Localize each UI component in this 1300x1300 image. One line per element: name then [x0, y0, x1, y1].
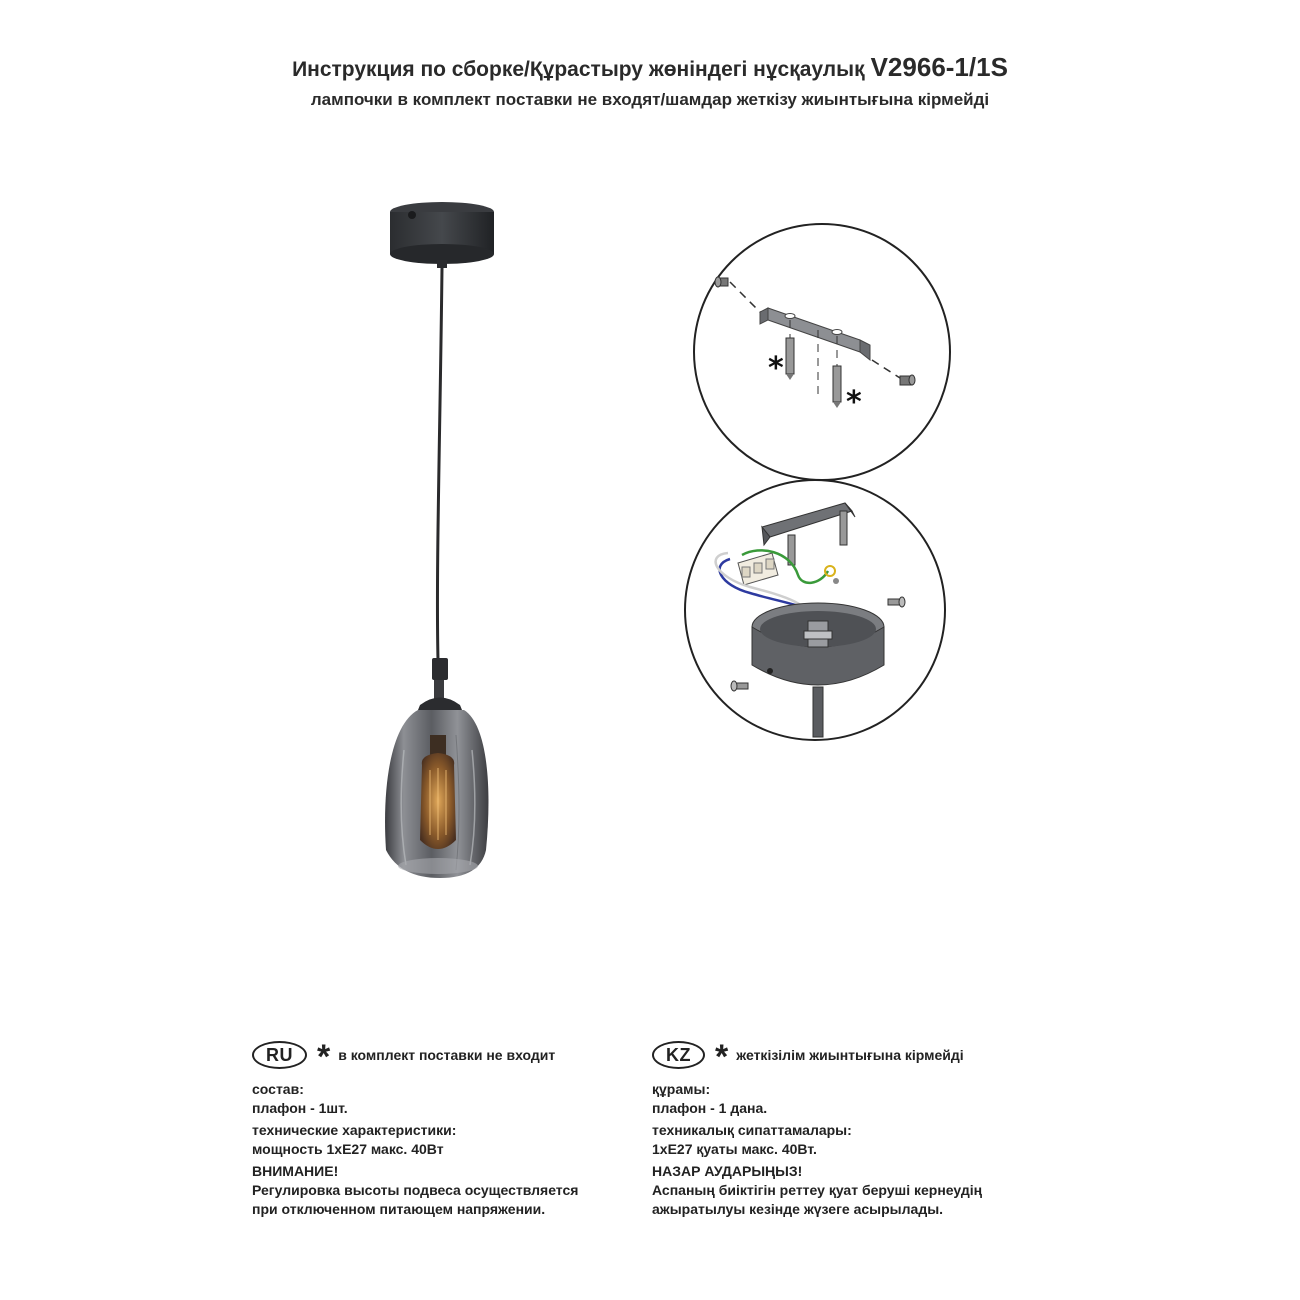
ru-warning-label: ВНИМАНИЕ!: [252, 1163, 339, 1179]
wiring-diagram: [680, 475, 950, 745]
asterisk-icon: *: [715, 1038, 729, 1076]
page-subtitle: лампочки в комплект поставки не входят/шамдар жеткізу жиынтығына кірмейді: [310, 90, 990, 109]
side-screw-left: [731, 681, 748, 691]
cable-gland: [804, 621, 832, 647]
kz-specs-value: 1хЕ27 қуаты макс. 40Вт.: [652, 1141, 817, 1157]
kz-warning-line-2: ажыратылуы кезінде жүзеге асырылады.: [652, 1201, 944, 1217]
ru-composition-label: состав:: [252, 1081, 304, 1097]
kz-warning-line-1: Аспаның биіктігін реттеу қуат беруші кернеудің: [652, 1182, 983, 1198]
ru-warning-line-2: при отключенном питающем напряжении.: [252, 1201, 546, 1217]
kz-section: [652, 1040, 1052, 1219]
ru-warning-line-1: Регулировка высоты подвеса осуществляется: [252, 1182, 579, 1198]
kz-language-row: [652, 1038, 1052, 1076]
asterisk-mark-left: *: [768, 351, 784, 386]
ru-specs-label: технические характеристики:: [252, 1122, 457, 1138]
kz-composition-value: плафон - 1 дана.: [652, 1100, 768, 1116]
ru-language-badge: RU: [252, 1041, 307, 1069]
wall-anchor-right: [833, 366, 841, 408]
wall-anchor-left: [786, 338, 794, 380]
ru-specs-value: мощность 1хЕ27 макс. 40Вт: [252, 1141, 444, 1157]
side-screw-right: [888, 597, 905, 607]
page-title: [0, 52, 1300, 83]
lamp-holder: [416, 658, 464, 715]
ru-language-row: [252, 1038, 642, 1076]
washer: [833, 578, 839, 584]
title-text: Инструкция по сборке/Құрастыру жөніндегі нұсқаулық: [292, 58, 865, 81]
kz-composition-label: құрамы:: [652, 1081, 711, 1097]
asterisk-mark-right: *: [846, 385, 862, 420]
ru-not-included-note: в комплект поставки не входит: [338, 1047, 556, 1063]
kz-language-badge: KZ: [652, 1041, 705, 1069]
screw-left: [715, 277, 728, 287]
asterisk-icon: *: [317, 1038, 331, 1076]
screw-right: [900, 375, 915, 385]
model-number: V2966-1/1S: [870, 52, 1008, 82]
kz-warning-label: НАЗАР АУДАРЫҢЫЗ!: [652, 1163, 803, 1179]
pendant-lamp-illustration: [360, 190, 550, 890]
suspension-cord: [437, 268, 442, 660]
ru-composition-value: плафон - 1шт.: [252, 1100, 348, 1116]
kz-specs-label: техникалық сипаттамалары:: [652, 1122, 852, 1138]
ceiling-canopy: [390, 202, 494, 268]
mounting-bracket-diagram: [690, 220, 955, 485]
kz-not-included-note: жеткізілім жиынтығына кірмейді: [736, 1047, 964, 1063]
ru-section: [252, 1040, 642, 1219]
